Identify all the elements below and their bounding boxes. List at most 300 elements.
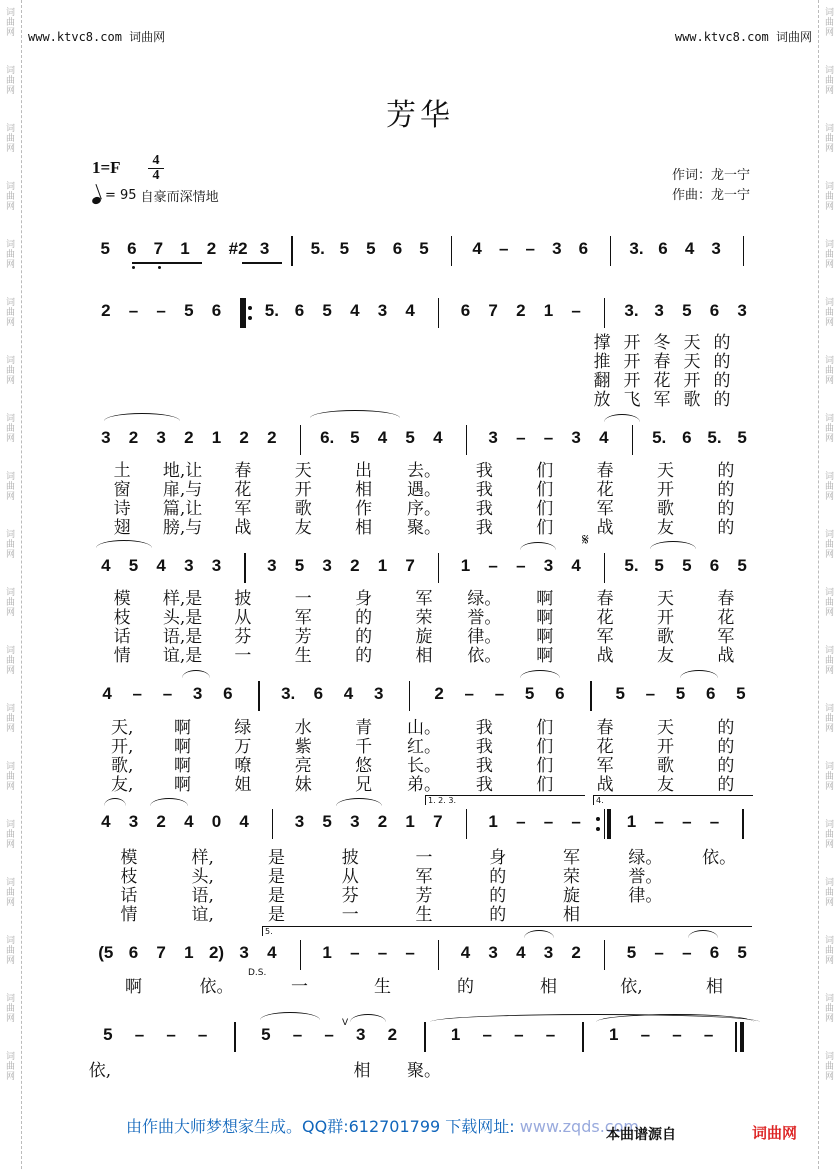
note: 6 <box>460 301 471 320</box>
lyric-char: 情 <box>120 905 138 925</box>
coda-lyric-line <box>92 977 756 997</box>
barline <box>424 1022 426 1052</box>
verse-lyric-line <box>92 848 756 868</box>
note: 3 <box>488 428 498 447</box>
lyric-char: 翻 <box>593 371 611 391</box>
header-left-url[interactable]: www.ktvc8.com 词曲网 <box>28 30 166 44</box>
note: 3. <box>629 239 644 258</box>
slur-mark <box>104 798 126 806</box>
note: 3. <box>624 301 639 320</box>
note: – <box>543 812 554 831</box>
lyric-char: 的 <box>489 886 507 906</box>
edge-watermark: 词 曲 网 <box>824 240 834 270</box>
lyric-char: 作 <box>355 499 373 519</box>
note: 5 <box>350 428 360 447</box>
lyric-char: 歌 <box>683 390 701 410</box>
lyric-char: 依。 <box>702 848 737 868</box>
note: 5 <box>626 943 637 962</box>
low-octave-dot <box>132 266 135 269</box>
note: – <box>516 428 526 447</box>
lyric-char: 战 <box>596 518 614 538</box>
note: – <box>482 1025 492 1044</box>
note: 3 <box>543 556 554 575</box>
source-label: 本曲谱源自 <box>606 1127 676 1143</box>
note: 4 <box>156 556 166 575</box>
note: 1 <box>450 1025 461 1044</box>
note: 2 <box>128 428 139 447</box>
notation-row <box>92 236 756 270</box>
lyric-char: 们 <box>536 737 554 757</box>
lyric-char: 我 <box>475 461 493 481</box>
lyric-char: 开 <box>656 608 674 628</box>
lyric-char: 模 <box>120 848 138 868</box>
lyric-char: 的 <box>717 518 735 538</box>
lyric-char: 妹 <box>294 775 312 795</box>
lyric-char: 我 <box>475 737 493 757</box>
note: 1 <box>488 812 498 831</box>
edge-watermark: 词 曲 网 <box>5 182 15 212</box>
verse-lyric-line <box>92 499 756 519</box>
lyric-char: 的 <box>713 352 731 372</box>
lyric-char: 啊 <box>536 589 554 609</box>
note: 3 <box>259 239 270 258</box>
lyric-char: 荣 <box>415 608 433 628</box>
note: 4 <box>472 239 482 258</box>
lyric-char: 依。 <box>467 646 502 666</box>
barline <box>234 1022 236 1052</box>
lyric-char: 撑 <box>593 333 611 353</box>
note: 4 <box>377 428 388 447</box>
lyric-char: 律。 <box>467 627 502 647</box>
note: – <box>571 301 581 320</box>
lyric-char: 啊 <box>174 718 192 738</box>
note: 5 <box>737 556 747 575</box>
note: 6 <box>709 301 720 320</box>
verse-lyric-line <box>92 737 756 757</box>
pickup-lyric-line <box>590 352 740 372</box>
note: 1 <box>322 943 332 962</box>
lyric-char: 的 <box>355 646 373 666</box>
lyric-char: 是 <box>267 905 285 925</box>
lyric-char: 天 <box>656 589 674 609</box>
lyric-char: 天 <box>683 333 701 353</box>
note: – <box>377 943 388 962</box>
note: – <box>516 556 526 575</box>
brand-logo-text: 词曲网 <box>752 1124 798 1142</box>
edge-watermark: 词 曲 网 <box>5 66 15 96</box>
edge-watermark: 词 曲 网 <box>5 298 15 328</box>
note: 5. <box>707 428 722 447</box>
note: – <box>156 301 166 320</box>
lyric-char: 开 <box>623 371 641 391</box>
lyric-char: 土 <box>113 461 131 481</box>
slur-mark <box>520 542 556 550</box>
note: – <box>645 684 656 703</box>
note: 5. <box>310 239 325 258</box>
barline <box>438 553 440 583</box>
lyric-char: 开 <box>623 352 641 372</box>
lyric-char: 歌 <box>294 499 312 519</box>
beam-underline <box>242 262 282 264</box>
note: 3 <box>373 684 384 703</box>
note: 4 <box>433 428 443 447</box>
edge-watermark: 词 曲 网 <box>824 298 834 328</box>
note: – <box>640 1025 651 1044</box>
note: 3 <box>737 301 747 320</box>
note: 6 <box>392 239 403 258</box>
lyric-char: 军 <box>653 390 671 410</box>
note: 5 <box>419 239 429 258</box>
lyric-char: 一 <box>291 977 308 997</box>
edge-watermark: 词 曲 网 <box>5 8 15 38</box>
note: 4 <box>101 556 111 575</box>
note: 5 <box>184 301 194 320</box>
note: 5 <box>682 301 692 320</box>
lyric-char: 相 <box>540 977 557 997</box>
note: 3 <box>128 812 139 831</box>
note: – <box>703 1025 714 1044</box>
lyric-char: 芳 <box>415 886 433 906</box>
lyric-char: 春 <box>596 461 614 481</box>
edge-watermark: 词 曲 网 <box>824 8 834 38</box>
note: 5 <box>737 428 747 447</box>
lyric-char: 友 <box>294 518 312 538</box>
note: 2 <box>387 1025 398 1044</box>
lyric-char: 一 <box>341 905 359 925</box>
note: 5 <box>128 556 139 575</box>
lyric-char: 我 <box>475 499 493 519</box>
edge-watermark: 词 曲 网 <box>824 414 834 444</box>
note: 1 <box>184 943 194 962</box>
barline <box>438 298 440 328</box>
note: – <box>166 1025 176 1044</box>
lyric-char: 战 <box>717 646 735 666</box>
lyric-char: 弟。 <box>407 775 441 795</box>
edge-watermark: 词 曲 网 <box>5 530 15 560</box>
barline <box>604 553 606 583</box>
lyric-char: 紫 <box>294 737 312 757</box>
lyric-char: 的 <box>489 905 507 925</box>
lyric-char: 战 <box>596 646 614 666</box>
lyric-char: 啊 <box>536 627 554 647</box>
note: 1 <box>405 812 415 831</box>
lyric-char: 推 <box>593 352 611 372</box>
barline <box>582 1022 584 1052</box>
edge-watermark: 词 曲 网 <box>5 356 15 386</box>
lyric-char: 们 <box>536 518 554 538</box>
final-thin-bar <box>735 1022 737 1052</box>
lyric-char: 披 <box>341 848 359 868</box>
lyric-char: 亮 <box>294 756 312 776</box>
note: 3 <box>267 556 277 575</box>
slur-mark <box>96 540 152 548</box>
dal-segno-mark: D.S. <box>248 968 267 978</box>
note: 1 <box>626 812 637 831</box>
lyric-char: 花 <box>596 737 614 757</box>
time-signature-bottom: 4 <box>152 168 160 183</box>
lyric-char: 们 <box>536 461 554 481</box>
note: 5 <box>100 239 110 258</box>
lyric-char: 军 <box>596 499 614 519</box>
lyric-char: 的 <box>717 480 735 500</box>
note: 3 <box>101 428 111 447</box>
slur-mark <box>604 414 640 422</box>
slur-mark <box>310 410 400 418</box>
note: – <box>672 1025 682 1044</box>
header-right-url[interactable]: www.ktvc8.com 词曲网 <box>674 30 812 44</box>
note: 2 <box>184 428 194 447</box>
lyric-char: 春 <box>234 461 252 481</box>
footer-generator-note <box>126 1114 639 1137</box>
note: 3 <box>156 428 166 447</box>
lyric-char: 的 <box>713 371 731 391</box>
lyric-char: 啊 <box>174 737 192 757</box>
repeat-start-bar <box>240 298 244 328</box>
verse-lyric-line <box>92 775 756 795</box>
note: 5 <box>524 684 535 703</box>
lyric-char: 军 <box>596 627 614 647</box>
note: 5 <box>737 943 747 962</box>
lyric-char: 们 <box>536 775 554 795</box>
note: 2 <box>571 943 581 962</box>
lyric-char: 一 <box>294 589 312 609</box>
lyric-char: 地,让 <box>162 461 203 481</box>
note: 4 <box>405 301 415 320</box>
lyric-char: 的 <box>457 977 474 997</box>
note: 5. <box>652 428 667 447</box>
lyric-char: 嘹 <box>234 756 252 776</box>
edge-watermark: 词 曲 网 <box>5 1052 15 1082</box>
lyric-char: 开 <box>683 371 701 391</box>
note: 7 <box>488 301 498 320</box>
lyric-char: 是 <box>267 886 285 906</box>
note: 7 <box>405 556 415 575</box>
footer-text: 由作曲大师梦想家生成。QQ群:612701799 下载网址: <box>126 1117 515 1136</box>
lyric-char: 军 <box>596 756 614 776</box>
note: – <box>128 301 139 320</box>
note: – <box>682 812 692 831</box>
lyric-char: 我 <box>475 775 493 795</box>
note: – <box>464 684 474 703</box>
note: 6 <box>555 684 565 703</box>
lyric-char: 旋 <box>415 627 433 647</box>
lyric-char: 的 <box>355 627 373 647</box>
note: 0 <box>211 812 222 831</box>
lyric-char: 的 <box>717 499 735 519</box>
lyric-char: 相 <box>415 646 433 666</box>
note: 5 <box>682 556 692 575</box>
note: – <box>514 1025 524 1044</box>
lyric-char: 姐 <box>234 775 252 795</box>
note: 4 <box>684 239 695 258</box>
slur-mark <box>520 670 560 678</box>
lyric-char: 谊,是 <box>162 646 203 666</box>
note: 5 <box>294 556 305 575</box>
lyric-char: 春 <box>596 589 614 609</box>
quarter-note-icon <box>91 196 102 206</box>
tempo-marking <box>92 186 219 205</box>
note: 6 <box>127 239 137 258</box>
footer-url[interactable]: www.zqds.com <box>519 1117 639 1136</box>
verse-lyric-line <box>92 718 756 738</box>
note: 1 <box>377 556 388 575</box>
verse-lyric-line <box>92 518 756 538</box>
lyric-char: 我 <box>475 518 493 538</box>
lyric-char: 是 <box>267 848 285 868</box>
note: 7 <box>433 812 443 831</box>
barline <box>604 298 606 328</box>
lyric-char: 遇。 <box>407 480 441 500</box>
lyric-char: 依, <box>88 1061 112 1081</box>
note: 4 <box>516 943 526 962</box>
barline <box>604 940 606 970</box>
volta-bracket-5: 5. <box>262 926 752 936</box>
lyric-char: 我 <box>475 480 493 500</box>
lyric-char: 红。 <box>407 737 441 757</box>
edge-watermark: 词 曲 网 <box>824 182 834 212</box>
lyric-char: 生 <box>374 977 391 997</box>
lyric-char: 头,是 <box>162 608 203 628</box>
notation-row <box>92 425 756 459</box>
lyric-char: 青 <box>355 718 373 738</box>
note: 5 <box>322 812 332 831</box>
edge-watermark: 词 曲 网 <box>824 530 834 560</box>
lyric-char: 聚。 <box>407 1061 441 1081</box>
note: 3 <box>711 239 721 258</box>
note: – <box>545 1025 556 1044</box>
barline <box>740 1022 744 1052</box>
note: 1 <box>180 239 190 258</box>
lyric-char: 头, <box>191 867 214 887</box>
lyric-char: 相 <box>353 1061 371 1081</box>
lyric-char: 啊 <box>174 775 192 795</box>
note: – <box>292 1025 303 1044</box>
note: 3 <box>350 812 360 831</box>
lyric-char: 我 <box>475 756 493 776</box>
edge-watermark: 词 曲 网 <box>5 240 15 270</box>
edge-watermark: 词 曲 网 <box>824 878 834 908</box>
note: 5 <box>615 684 625 703</box>
note: 4 <box>267 943 277 962</box>
note: 3 <box>543 943 554 962</box>
lyric-char: 啊 <box>536 608 554 628</box>
verse-lyric-line <box>92 589 756 609</box>
lyric-char: 一 <box>415 848 433 868</box>
lyric-char: 相 <box>355 480 373 500</box>
lyric-char: 膀,与 <box>162 518 203 538</box>
lyric-char: 啊 <box>125 977 142 997</box>
edge-watermark: 词 曲 网 <box>5 704 15 734</box>
note: 4 <box>599 428 609 447</box>
note: 5 <box>322 301 332 320</box>
lyric-char: 绿。 <box>467 589 502 609</box>
edge-watermark: 词 曲 网 <box>5 588 15 618</box>
slur-mark <box>260 1012 320 1020</box>
note: 6 <box>709 943 720 962</box>
note: 2 <box>377 812 388 831</box>
note: 6 <box>128 943 139 962</box>
note: – <box>571 812 581 831</box>
time-signature <box>148 154 164 183</box>
note: 7 <box>156 943 166 962</box>
lyric-char: 们 <box>536 756 554 776</box>
lyric-char: 们 <box>536 718 554 738</box>
lyric-char: 战 <box>234 518 252 538</box>
barline <box>291 236 293 266</box>
note: 7 <box>153 239 164 258</box>
lyric-char: 友 <box>656 518 674 538</box>
note: – <box>543 428 554 447</box>
beam-underline <box>132 262 202 264</box>
lyric-char: 情 <box>113 646 131 666</box>
note: – <box>709 812 720 831</box>
lyric-char: 芬 <box>341 886 359 906</box>
note: 5. <box>264 301 279 320</box>
note: 4 <box>101 812 111 831</box>
slur-mark <box>336 798 382 806</box>
lyric-char: 友 <box>656 646 674 666</box>
lyric-char: 绿。 <box>628 848 663 868</box>
lyric-char: 的 <box>717 737 735 757</box>
edge-watermark: 词 曲 网 <box>824 820 834 850</box>
note: 3 <box>211 556 222 575</box>
lyric-char: 出 <box>355 461 373 481</box>
lyric-char: 万 <box>234 737 252 757</box>
note: – <box>498 239 509 258</box>
edge-watermark: 词 曲 网 <box>5 646 15 676</box>
note: 6 <box>658 239 668 258</box>
low-octave-dot <box>158 266 161 269</box>
lyric-char: 们 <box>536 499 554 519</box>
notation-row <box>92 298 756 332</box>
lyric-char: 花 <box>596 608 614 628</box>
edge-watermark: 词 曲 网 <box>5 124 15 154</box>
barline <box>742 809 744 839</box>
slur-mark <box>650 541 696 549</box>
note: 6 <box>294 301 305 320</box>
lyric-char: 歌 <box>656 499 674 519</box>
note: 4 <box>571 556 581 575</box>
note: – <box>494 684 505 703</box>
lyric-char: 放 <box>593 390 611 410</box>
notation-row <box>92 553 756 587</box>
verse-lyric-line <box>92 627 756 647</box>
note: 3. <box>281 684 296 703</box>
note: 3 <box>239 943 249 962</box>
lyric-char: 冬 <box>653 333 671 353</box>
lyric-char: 翅 <box>113 518 131 538</box>
edge-watermark: 词 曲 网 <box>5 820 15 850</box>
lyric-char: 们 <box>536 480 554 500</box>
edge-watermark: 词 曲 网 <box>5 472 15 502</box>
lyric-char: 开, <box>110 737 134 757</box>
verse-lyric-line <box>92 756 756 776</box>
credits <box>672 166 750 206</box>
lyric-char: 诗 <box>113 499 131 519</box>
note: 3 <box>552 239 562 258</box>
note: 5 <box>736 684 746 703</box>
lyric-char: 春 <box>596 718 614 738</box>
note: 4 <box>102 684 112 703</box>
lyric-char: 悠 <box>355 756 373 776</box>
note: 5 <box>405 428 415 447</box>
barline <box>590 681 592 711</box>
lyric-char: 的 <box>717 718 735 738</box>
note: – <box>132 684 142 703</box>
repeat-end-bar <box>607 809 611 839</box>
tempo-expression: 自豪而深情地 <box>140 190 219 205</box>
composer: 作曲：龙一宁 <box>671 188 750 203</box>
